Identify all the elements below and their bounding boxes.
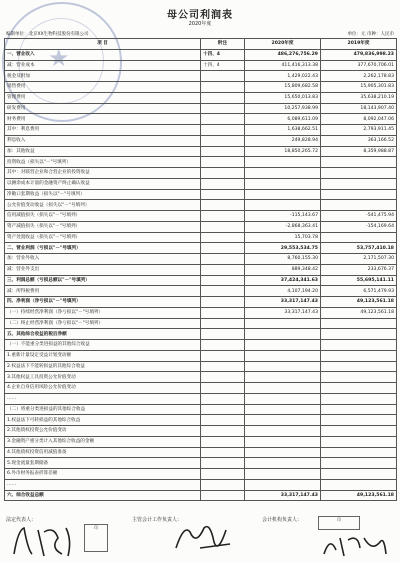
row-current-value: 8,760,155.30 (245, 254, 321, 265)
table-row (5, 157, 397, 168)
row-prior-value: 2,171,507.30 (321, 254, 397, 265)
row-prior-value: 6,571,479.93 (321, 286, 397, 297)
row-current-value: -115,143.67 (245, 211, 321, 222)
row-item-label: 四、净利润（净亏损以"－"号填列） (5, 297, 201, 308)
table-row (5, 189, 397, 200)
row-note (201, 458, 245, 469)
row-item-label: 3.其他权益工具投资公允价值变动 (5, 372, 201, 383)
row-current-value (245, 393, 321, 404)
signature-icon (170, 518, 240, 558)
row-prior-value (321, 458, 397, 469)
income-statement-table (4, 38, 397, 501)
row-note: 十四、4 (201, 49, 245, 60)
row-prior-value (321, 404, 397, 415)
row-current-value: 15,703.78 (245, 232, 321, 243)
row-prior-value (321, 436, 397, 447)
unit-label: 单位：元 币种：人民币 (347, 32, 394, 37)
row-prior-value (321, 350, 397, 361)
row-current-value: 29,553,534.75 (245, 243, 321, 254)
table-row (5, 340, 397, 351)
row-current-value (245, 178, 321, 189)
table-row (5, 125, 397, 136)
row-note (201, 189, 245, 200)
table-row (5, 404, 397, 415)
row-item-label: 税金及附加 (5, 71, 201, 82)
row-item-label: 2.其他债权投资公允价值变动 (5, 426, 201, 437)
row-current-value (245, 329, 321, 340)
table-row (5, 232, 397, 243)
row-note (201, 297, 245, 308)
seal-stamp-icon: 印 (318, 516, 360, 530)
row-current-value (245, 168, 321, 179)
row-prior-value: 35,638,210.19 (321, 92, 397, 103)
row-item-label: 研发费用 (5, 103, 201, 114)
row-prior-value (321, 318, 397, 329)
table-row (5, 469, 397, 480)
row-prior-value: 55,695,141.11 (321, 275, 397, 286)
table-row (5, 114, 397, 125)
row-item-label: …… (5, 479, 201, 490)
row-current-value (245, 415, 321, 426)
row-prior-value: -541,475.94 (321, 211, 397, 222)
header-note: 附注 (201, 39, 245, 50)
table-row (5, 490, 397, 501)
row-current-value: -2,868,363.41 (245, 221, 321, 232)
row-item-label: 资产减值损失（损失以"－"号填列） (5, 221, 201, 232)
row-item-label: （二）将重分类进损益的其他综合收益 (5, 404, 201, 415)
row-item-label: （一）不能重分类进损益的其他综合收益 (5, 340, 201, 351)
row-item-label: 净敞口套期收益（损失以"－"号填列） (5, 189, 201, 200)
row-note (201, 200, 245, 211)
row-current-value: 18,850,265.72 (245, 146, 321, 157)
row-prior-value: 2,262,178.83 (321, 71, 397, 82)
header-item: 项 目 (5, 39, 201, 50)
table-row (5, 92, 397, 103)
table-row (5, 221, 397, 232)
row-current-value (245, 350, 321, 361)
row-prior-value (321, 372, 397, 383)
row-item-label: 加：其他收益 (5, 146, 201, 157)
row-note (201, 157, 245, 168)
row-item-label: 六、综合收益总额 (5, 490, 201, 501)
table-row (5, 71, 397, 82)
row-note (201, 318, 245, 329)
row-prior-value (321, 189, 397, 200)
row-prior-value (321, 426, 397, 437)
row-current-value (245, 340, 321, 351)
row-prior-value: 8,359,988.87 (321, 146, 397, 157)
table-row (5, 307, 397, 318)
table-row (5, 350, 397, 361)
row-item-label: 三、利润总额（亏损总额以"－"号填列） (5, 275, 201, 286)
row-prior-value: 479,836,998.23 (321, 49, 397, 60)
row-current-value (245, 469, 321, 480)
row-current-value (245, 157, 321, 168)
row-prior-value (321, 447, 397, 458)
row-item-label: 以摊余成本计量的金融资产终止确认收益 (5, 178, 201, 189)
row-note (201, 92, 245, 103)
row-current-value (245, 383, 321, 394)
row-prior-value (321, 393, 397, 404)
table-row (5, 383, 397, 394)
table-row (5, 254, 397, 265)
row-current-value: 4,107,194.20 (245, 286, 321, 297)
row-note (201, 71, 245, 82)
row-prior-value (321, 157, 397, 168)
table-row (5, 393, 397, 404)
table-row (5, 200, 397, 211)
row-note (201, 146, 245, 157)
row-note (201, 254, 245, 265)
row-current-value (245, 361, 321, 372)
row-note (201, 286, 245, 297)
row-item-label: 1.权益法下可转损益的其他综合收益 (5, 415, 201, 426)
table-row (5, 458, 397, 469)
row-current-value (245, 189, 321, 200)
row-item-label: …… (5, 393, 201, 404)
row-note (201, 264, 245, 275)
row-item-label: 五、其他综合收益的税后净额 (5, 329, 201, 340)
row-current-value: 1,638,662.51 (245, 125, 321, 136)
row-item-label: 减：营业成本 (5, 60, 201, 71)
row-item-label: 资产处置收益（损失以"－"号填列） (5, 232, 201, 243)
row-prior-value (321, 383, 397, 394)
legal-rep-label: 法定代表人： (6, 517, 37, 523)
row-item-label: 减：营业外支出 (5, 264, 201, 275)
table-row (5, 436, 397, 447)
row-prior-value (321, 178, 397, 189)
row-current-value: 15,809,682.58 (245, 82, 321, 93)
table-row (5, 243, 397, 254)
page-title: 母公司利润表 (167, 10, 233, 21)
row-current-value (245, 436, 321, 447)
row-current-value: 33,317,147.43 (245, 307, 321, 318)
row-item-label: 信用减值损失（损失以"－"号填列） (5, 211, 201, 222)
row-item-label: （一）持续经营净利润（净亏损以"－"号填列） (5, 307, 201, 318)
company-label: 编制单位：北京XX生物科技股份有限公司 (6, 32, 89, 37)
table-row (5, 211, 397, 222)
table-row (5, 178, 397, 189)
row-current-value: 411,416,313.38 (245, 60, 321, 71)
table-row (5, 447, 397, 458)
row-note (201, 469, 245, 480)
row-prior-value: 53,757,410.18 (321, 243, 397, 254)
row-current-value (245, 372, 321, 383)
row-current-value (245, 404, 321, 415)
row-item-label: 加：营业外收入 (5, 254, 201, 265)
row-current-value: 1,429,022.43 (245, 71, 321, 82)
accounting-dept-label: 会计机构负责人： (262, 517, 303, 523)
row-prior-value: 49,123,561.18 (321, 307, 397, 318)
row-item-label: 2.权益法下不能转损益的其他综合收益 (5, 361, 201, 372)
row-note (201, 447, 245, 458)
row-note (201, 415, 245, 426)
row-prior-value: 363,166.52 (321, 135, 397, 146)
row-item-label: 3.金融资产重分类计入其他综合收益的金额 (5, 436, 201, 447)
row-note (201, 211, 245, 222)
company-seal-icon: ★ (2, 2, 122, 122)
row-prior-value: 15,905,301.83 (321, 82, 397, 93)
row-prior-value (321, 340, 397, 351)
row-prior-value (321, 329, 397, 340)
table-row (5, 415, 397, 426)
row-item-label: 二、营业利润（亏损以"－"号填列） (5, 243, 201, 254)
row-note (201, 383, 245, 394)
row-note: 十四、4 (201, 60, 245, 71)
row-note (201, 340, 245, 351)
row-prior-value: 49,123,561.18 (321, 490, 397, 501)
row-item-label: 5.现金流量套期储备 (5, 458, 201, 469)
row-prior-value (321, 415, 397, 426)
row-item-label: 1.重新计量设定受益计划变动额 (5, 350, 201, 361)
row-note (201, 372, 245, 383)
row-note (201, 426, 245, 437)
row-note (201, 82, 245, 93)
row-item-label: 一、营业收入 (5, 49, 201, 60)
row-item-label: 4.企业自身信用风险公允价值变动 (5, 383, 201, 394)
row-item-label: （二）终止经营净利润（净亏损以"－"号填列） (5, 318, 201, 329)
row-item-label: 销售费用 (5, 82, 201, 93)
table-row (5, 275, 397, 286)
row-note (201, 436, 245, 447)
row-prior-value (321, 200, 397, 211)
row-item-label: 管理费用 (5, 92, 201, 103)
period-label: 2020年度 (188, 21, 212, 27)
row-note (201, 178, 245, 189)
row-item-label: 财务费用 (5, 114, 201, 125)
row-note (201, 393, 245, 404)
row-note (201, 221, 245, 232)
table-row (5, 60, 397, 71)
row-prior-value: 377,670,706.01 (321, 60, 397, 71)
row-prior-value: 8,092,047.06 (321, 114, 397, 125)
table-row (5, 329, 397, 340)
row-prior-value: 18,143,907.40 (321, 103, 397, 114)
seal-stamp-icon: 印 (84, 524, 108, 552)
row-note (201, 243, 245, 254)
row-current-value: 889,348.42 (245, 264, 321, 275)
row-item-label: 4.其他债权投资信用减值准备 (5, 447, 201, 458)
row-note (201, 275, 245, 286)
row-current-value (245, 458, 321, 469)
row-note (201, 114, 245, 125)
row-prior-value (321, 168, 397, 179)
table-row (5, 168, 397, 179)
row-current-value: 10,257,938.99 (245, 103, 321, 114)
row-current-value: 249,828.94 (245, 135, 321, 146)
row-note (201, 103, 245, 114)
row-item-label: 公允价值变动收益（损失以"－"号填列） (5, 200, 201, 211)
table-row (5, 103, 397, 114)
row-current-value: 6,089,611.09 (245, 114, 321, 125)
table-row (5, 135, 397, 146)
row-prior-value (321, 361, 397, 372)
row-current-value: 486,276,756.29 (245, 49, 321, 60)
table-row (5, 82, 397, 93)
row-prior-value (321, 479, 397, 490)
row-note (201, 125, 245, 136)
row-prior-value: 2,793,911.45 (321, 125, 397, 136)
table-row (5, 479, 397, 490)
row-note (201, 490, 245, 501)
table-row (5, 146, 397, 157)
row-current-value (245, 479, 321, 490)
row-item-label: 利息收入 (5, 135, 201, 146)
row-current-value (245, 318, 321, 329)
row-note (201, 350, 245, 361)
table-row (5, 49, 397, 60)
table-row (5, 372, 397, 383)
table-row (5, 361, 397, 372)
row-current-value (245, 447, 321, 458)
row-prior-value (321, 469, 397, 480)
table-header-row (5, 39, 397, 50)
row-note (201, 168, 245, 179)
row-item-label: 其中：利息费用 (5, 125, 201, 136)
header-current: 2020年度 (245, 39, 321, 50)
row-current-value: 15,650,013.83 (245, 92, 321, 103)
header-prior: 2019年度 (321, 39, 397, 50)
row-prior-value: 233,676.37 (321, 264, 397, 275)
row-prior-value (321, 232, 397, 243)
row-note (201, 479, 245, 490)
table-row (5, 426, 397, 437)
row-current-value: 33,317,147.43 (245, 297, 321, 308)
table-row (5, 297, 397, 308)
row-prior-value: 49,123,561.18 (321, 297, 397, 308)
row-note (201, 329, 245, 340)
row-current-value: 37,424,341.63 (245, 275, 321, 286)
table-row (5, 318, 397, 329)
row-note (201, 232, 245, 243)
table-row (5, 264, 397, 275)
table-row (5, 286, 397, 297)
row-item-label: 其中：对联营企业和合营企业的投资收益 (5, 168, 201, 179)
row-note (201, 361, 245, 372)
row-item-label: 投资收益（损失以"－"号填列） (5, 157, 201, 168)
row-note (201, 404, 245, 415)
row-item-label: 6.外币财务报表折算差额 (5, 469, 201, 480)
row-note (201, 135, 245, 146)
row-current-value (245, 426, 321, 437)
signature-icon (10, 520, 80, 560)
row-item-label: 减：所得税费用 (5, 286, 201, 297)
row-current-value: 33,317,147.43 (245, 490, 321, 501)
signature-icon (320, 530, 390, 560)
row-note (201, 307, 245, 318)
row-current-value (245, 200, 321, 211)
row-prior-value: -154,169.64 (321, 221, 397, 232)
accounting-head-label: 主管会计工作负责人： (132, 517, 183, 523)
